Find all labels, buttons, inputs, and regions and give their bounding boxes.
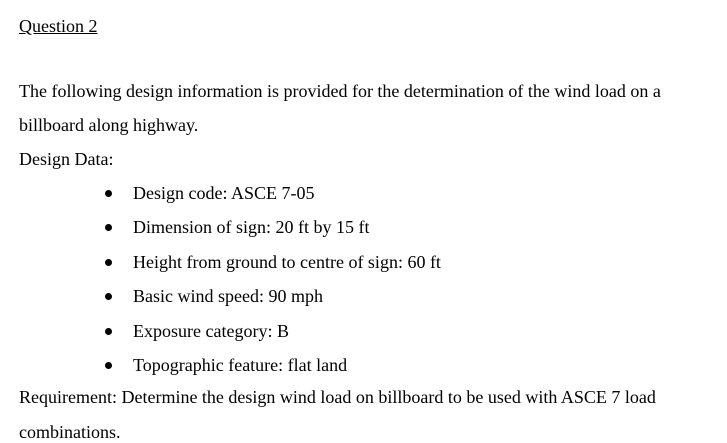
bullet-icon [105, 362, 112, 369]
list-item-text: Height from ground to centre of sign: 60 ft [133, 252, 441, 272]
list-item-text: Design code: ASCE 7-05 [133, 183, 315, 203]
question-heading: Question 2 [19, 16, 98, 36]
list-item-text: Topographic feature: flat land [133, 355, 348, 375]
design-data-label: Design Data: [19, 149, 114, 169]
bullet-icon [105, 328, 112, 335]
list-item-text: Exposure category: B [133, 321, 289, 341]
requirement-line-2: combinations. [19, 422, 121, 442]
bullet-icon [105, 259, 112, 266]
bullet-icon [105, 190, 112, 197]
requirement-line-1: Requirement: Determine the design wind load on billboard to be used with ASCE 7 load [19, 387, 656, 407]
bullet-icon [105, 293, 112, 300]
bullet-icon [105, 224, 112, 231]
list-item-text: Basic wind speed: 90 mph [133, 286, 323, 306]
list-item-text: Dimension of sign: 20 ft by 15 ft [133, 217, 370, 237]
intro-line-2: billboard along highway. [19, 115, 199, 135]
intro-line-1: The following design information is provided for the determination of the wind load on a [19, 81, 661, 101]
